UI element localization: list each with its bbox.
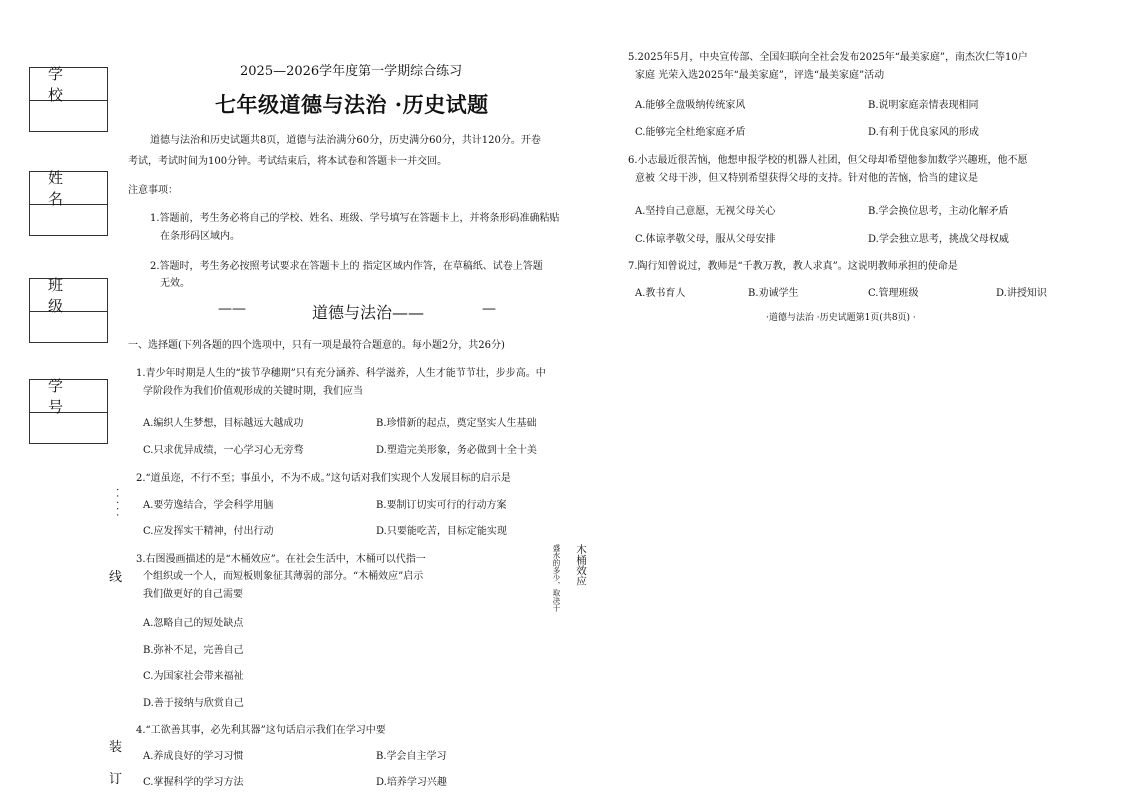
intro-line2: 考试，考试时间为100分钟。考试结束后，将本试卷和答题卡一并交回。	[128, 156, 448, 167]
q3-stem-line1: 3.右图漫画描述的是“木桶效应”。在社会生活中，木桶可以代指一	[136, 554, 426, 565]
student-number-label: 学 号	[30, 380, 107, 413]
section-instruction: 一、选择题(下列各题的四个选项中，只有一项是最符合题意的。每小题2分，共26分)	[128, 340, 505, 351]
q4-option-c[interactable]: C.掌握科学的学习方法	[143, 777, 244, 788]
q3-option-d[interactable]: D.善于接纳与欣赏自己	[143, 698, 244, 709]
note1-line2: 在条形码区域内。	[160, 231, 240, 242]
q1-option-d[interactable]: D.塑造完美形象，务必做到十全十美	[376, 445, 537, 456]
q6-stem-line2: 意被 父母干涉，但又特别希望获得父母的支持。针对他的苦恼，恰当的建议是	[635, 173, 979, 184]
name-field[interactable]	[30, 205, 107, 235]
school-label: 学 校	[30, 68, 107, 101]
class-label: 班 级	[30, 279, 107, 312]
student-number-field[interactable]	[30, 413, 107, 443]
q5-option-d[interactable]: D.有利于优良家风的形成	[868, 127, 979, 138]
note1-line1: 1.答题前，考生务必将自己的学校、姓名、班级、学号填写在答题卡上，并将条形码准确粘贴	[150, 213, 560, 224]
q6-option-a[interactable]: A.坚持自己意愿，无视父母关心	[635, 206, 776, 217]
binding-ding-char: 订	[109, 772, 123, 787]
q1-stem-line1: 1.青少年时期是人生的“拔节孕穗期”只有充分涵养、科学滋养，人生才能节节壮，步步高。中	[136, 368, 546, 379]
q6-option-d[interactable]: D.学会独立思考，挑战父母权威	[868, 234, 1009, 245]
q7-stem: 7.陶行知曾说过，教师是“千教万教，教人求真”。这说明教师承担的使命是	[628, 261, 958, 272]
q1-option-b[interactable]: B.珍惜新的起点，奠定坚实人生基础	[376, 418, 537, 429]
student-number-box	[29, 379, 108, 444]
note2-line2: 无效。	[160, 278, 190, 289]
q5-stem-line1: 5.2025年5月，中央宣传部、全国妇联向全社会发布2025年“最美家庭”，南杰次仁等10户	[628, 52, 1028, 63]
section-dash-right: —	[482, 301, 496, 317]
q6-stem-line1: 6.小志最近很苦恼，他想申报学校的机器人社团，但父母却希望他参加数学兴趣班，他不愿	[628, 155, 1028, 166]
q4-stem: 4.“工欲善其事，必先利其器”这句话启示我们在学习中要	[136, 725, 386, 736]
q4-option-a[interactable]: A.养成良好的学习习惯	[143, 751, 244, 762]
class-field[interactable]	[30, 312, 107, 342]
q3-stem-line3: 我们做更好的自己需要	[143, 589, 243, 600]
q3-option-b[interactable]: B.弥补不足，完善自己	[143, 645, 244, 656]
q2-option-d[interactable]: D.只要能吃苦，目标定能实现	[376, 526, 507, 537]
q7-option-d[interactable]: D.讲授知识	[996, 288, 1047, 299]
binding-line-char: 线	[109, 570, 123, 585]
cartoon-title: 木桶效应	[575, 544, 587, 586]
school-box	[29, 67, 108, 132]
binding-dots: · · · · ·	[111, 488, 122, 517]
page-footer: ·道德与法治 ·历史试题第1页(共8页) ·	[766, 313, 916, 323]
note2-line1: 2.答题时，考生务必按照考试要求在答题卡上的 指定区域内作答，在草稿纸、试卷上答题	[150, 261, 543, 272]
intro-line1: 道德与法治和历史试题共8页，道德与法治满分60分，历史满分60分，共计120分。开卷	[150, 135, 541, 146]
q2-option-a[interactable]: A.要劳逸结合，学会科学用脑	[143, 500, 274, 511]
q5-stem-line2: 家庭 光荣入选2025年“最美家庭”，评选“最美家庭”活动	[635, 70, 885, 81]
section-dash-left: ——	[218, 301, 246, 317]
q2-stem: 2.“道虽迩，不行不至；事虽小，不为不成。”这句话对我们实现个人发展目标的启示是	[136, 473, 511, 484]
q5-option-b[interactable]: B.说明家庭亲情表现相同	[868, 100, 979, 111]
q6-option-b[interactable]: B.学会换位思考，主动化解矛盾	[868, 206, 1009, 217]
q7-option-c[interactable]: C.管理班级	[868, 288, 919, 299]
q7-option-b[interactable]: B.劝诫学生	[748, 288, 799, 299]
q1-option-a[interactable]: A.编织人生梦想，目标越远大越成功	[143, 418, 304, 429]
q5-option-a[interactable]: A.能够全盘吸纳传统家风	[635, 100, 746, 111]
q3-stem-line2: 个组织或一个人，而短板则象征其薄弱的部分。“木桶效应”启示	[143, 571, 424, 582]
name-box	[29, 171, 108, 236]
q2-option-c[interactable]: C.应发挥实干精神，付出行动	[143, 526, 274, 537]
notes-title: 注意事项：	[128, 185, 178, 196]
q3-option-a[interactable]: A.忽略自己的短处缺点	[143, 618, 244, 629]
year-title: 2025—2026学年度第一学期综合练习	[240, 64, 463, 79]
section-title: 道德与法治——	[312, 303, 425, 322]
q2-option-b[interactable]: B.要制订切实可行的行动方案	[376, 500, 507, 511]
main-title: 七年级道德与法治 ·历史试题	[215, 92, 489, 117]
cartoon-caption: 盛水的多少，取决于	[552, 544, 561, 612]
q4-option-b[interactable]: B.学会自主学习	[376, 751, 447, 762]
q4-option-d[interactable]: D.培养学习兴趣	[376, 777, 447, 788]
class-box	[29, 278, 108, 343]
q6-option-c[interactable]: C.体谅孝敬父母，服从父母安排	[635, 234, 776, 245]
q1-option-c[interactable]: C.只求优异成绩，一心学习心无旁骛	[143, 445, 304, 456]
binding-zhuang-char: 装	[109, 740, 123, 755]
q1-stem-line2: 学阶段作为我们价值观形成的关键时期，我们应当	[143, 386, 363, 397]
name-label: 姓 名	[30, 172, 107, 205]
q5-option-c[interactable]: C.能够完全杜绝家庭矛盾	[635, 127, 746, 138]
school-field[interactable]	[30, 101, 107, 131]
q7-option-a[interactable]: A.教书育人	[635, 288, 686, 299]
q3-option-c[interactable]: C.为国家社会带来福祉	[143, 671, 244, 682]
